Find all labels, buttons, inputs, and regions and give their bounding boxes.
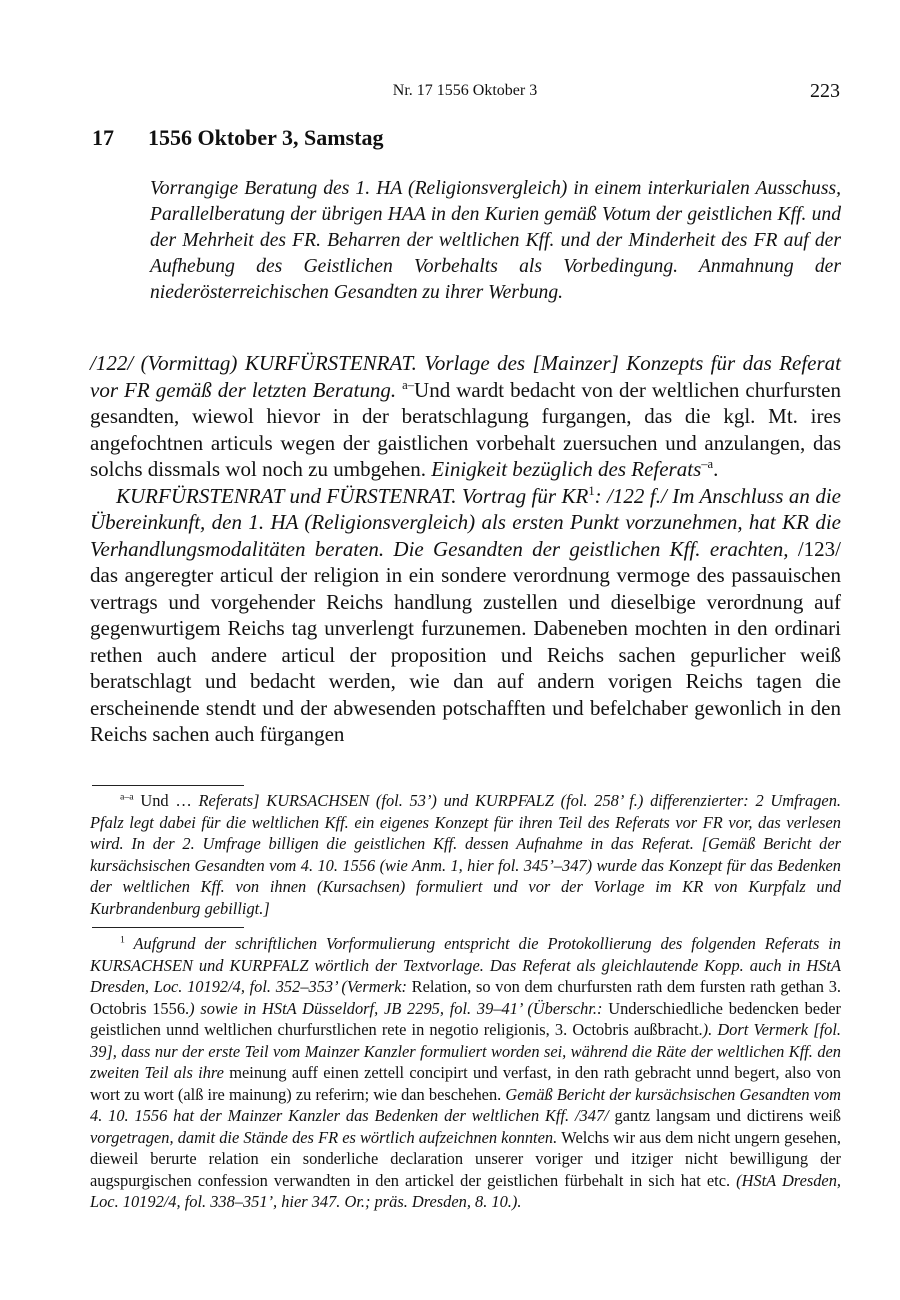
footnote-text: vorgetragen, damit die Stände des FR es wörtlich aufzeichnen konnten. — [90, 1127, 562, 1147]
footnote-divider — [92, 785, 244, 786]
footnote-a — [90, 790, 841, 919]
editorial-note: Einigkeit bezüglich des Referats — [431, 457, 702, 481]
paragraph-lead: /122/ (Vormittag) KURFÜRSTENRAT. Vorlage des [Mainzer] Konzepts für das Referat vor FR gemäß der letzten Beratung. — [90, 351, 841, 402]
paragraph-kr-fr — [90, 483, 841, 748]
footnote-quote: Relation, so von dem churfursten rath dem fursten rath gethan 3. Octobris 1556. — [90, 977, 841, 1018]
footnote-marker: a– — [402, 377, 415, 392]
footnote-1 — [90, 933, 841, 1213]
footnote-marker: 1 — [588, 483, 595, 498]
document-summary: Vorrangige Beratung des 1. HA (Religionsvergleich) in einem interkurialen Ausschuss, Parallelberatung der übrigen HAA in den Kurien gemäß Votum der geistlichen Kff. und der Mehrheit des FR. Beharren der weltlichen Kff. und der Minderheit des FR auf der Aufhebung des Geistlichen Vorbehalts als Vorbedingung. Anmahnung der niederösterreichischen Gesandten zu ihrer Werbung. — [150, 178, 841, 303]
quoted-text: das angeregter articul der religion in ein sondere verordnung vermoge des passauischen vertrags und vorgehender Reichs handlung zustellen und dieselbige verordnung auf gegenwurtigem Reichs tag unverlengt furzunemen. Dabeneben mochten in den ordinari rethen auch andere articul der proposition und Reichs sachen gepurlicher weiß beratschlagt und bedacht werden, wie dan auf andern vorigen Reichs tagen die erscheinende stendt und der abwesenden potschafften und befelchaber gewonlich in den Reichs sachen auch fürgangen — [90, 563, 841, 746]
main-text — [90, 350, 841, 748]
footnote-text: ) sowie in HStA Düsseldorf, JB 2295, fol. 39–41’ (Überschr.: — [189, 998, 609, 1018]
page-number: 223 — [810, 80, 840, 102]
footnote-text: ). Dort Vermerk [fol. 39], dass nur der erste Teil vom Mainzer Kanzler formuliert worden sei, während die Räte der weltlichen Kff. den zweiten Teil als ihre — [90, 1020, 841, 1082]
footnote-divider — [92, 927, 244, 928]
footnote-marker: –a — [701, 457, 714, 471]
footnote-quote: Underschiedliche bedencken beder geistlichen unnd weltlichen churfurstlichen rete in negotio religionis, 3. Octobris außbracht. — [90, 998, 841, 1039]
footnote-lemma: Und … — [133, 791, 199, 810]
document-number: 17 — [92, 125, 114, 150]
footnote-quote: Welchs wir aus dem nicht ungern gesehen, dieweil berurte relation ein sonderliche declaration unserer voriger und itziger nicht bewilligung der augspurgischen confession verwandten in den artickel der geistlichen fürbehalt in sich hat etc. — [90, 1127, 841, 1190]
paragraph-lead: KURFÜRSTENRAT und FÜRSTENRAT. Vortrag für KR — [116, 483, 589, 508]
document-title — [92, 125, 852, 151]
running-head — [90, 80, 840, 104]
footnote-mark: 1 — [120, 934, 125, 946]
punctuation: . — [713, 457, 719, 481]
footnote-quote: gantz langsam und dictirens weiß — [614, 1106, 841, 1125]
folio-marker: /123/ — [797, 536, 841, 561]
running-head-title: Nr. 17 1556 Oktober 3 — [392, 82, 538, 99]
footnote-text: (HStA Dresden, Loc. 10192/4, fol. 338–351’, hier 347. Or.; präs. Dresden, 8. 10.). — [90, 1170, 841, 1211]
footnote-text: Aufgrund der schriftlichen Vorformulierung entspricht die Protokollierung des folgenden Referats in KURSACHSEN und KURPFALZ wörtlich der Textvorlage. Das Referat als gleichlautende Kopp. auch in HStA Dresden, Loc. 10192/4, fol. 352–353’ (Vermerk: — [90, 934, 841, 996]
footnote-text: Gemäß Bericht der kursächsischen Gesandten vom 4. 10. 1556 hat der Mainzer Kanzler das Bedenken der weltlichen Kff. /347/ — [90, 1084, 841, 1125]
paragraph-lead-cont: : /122 f./ Im Anschluss an die Übereinkunft, den 1. HA (Religionsvergleich) als ersten Punkt vorzunehmen, hat KR die Verhandlungsmodalitäten beraten. Die Gesandten der geistlichen Kff. erachten, — [90, 483, 841, 561]
document-date-heading: 1556 Oktober 3, Samstag — [148, 125, 384, 150]
footnote-mark: a–a — [120, 791, 134, 803]
footnote-text: Referats] KURSACHSEN (fol. 53’) und KURPFALZ (fol. 258’ f.) differenzierter: 2 Umfragen. Pfalz legt dabei für die weltlichen Kff. ein eigenes Konzept für ihren Teil des Referats vor FR vor, das verlesen wird. In der 2. Umfrage billigen die geistlichen Kff. dessen Aufnahme in das Referat. [Gemäß Bericht der kursächsischen Gesandten vom 4. 10. 1556 (wie Anm. 1, hier fol. 345’–347) wurde das Konzept für das Bedenken der weltlichen Kff. von ihnen (Kursachsen) formuliert und vor der Vorlage im KR von Kurpfalz und Kurbrandenburg gebilligt.] — [90, 791, 841, 918]
paragraph-kurfuerstenrat — [90, 350, 841, 483]
quoted-text: Und wardt bedacht von der weltlichen churfursten gesandten, wiewol hievor in der beratschlagung furgangen, das die kgl. Mt. ires angefochtnen articuls wegen der gaistlichen vorbehalt zuersuchen und anzulangen, das solchs dissmals wol noch zu umbgehen. — [90, 377, 841, 481]
footnote-quote: meinung auff einen zettell concipirt und verfast, in den rath gebracht unnd begert, also von wort zu wort (alß ire mainung) zu referirn; wie dan beschehen. — [90, 1063, 841, 1104]
